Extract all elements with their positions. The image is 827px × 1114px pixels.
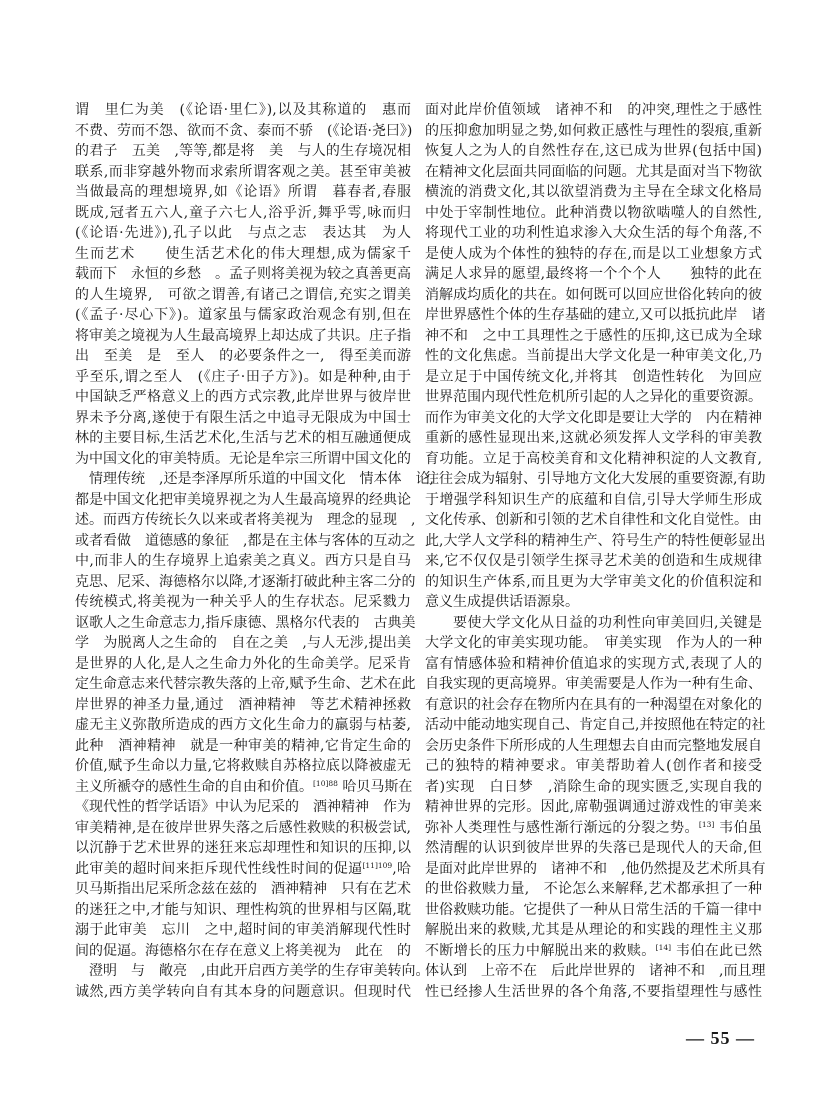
text-line: 消解成均质化的共在。如何既可以回应世俗化转向的彼 — [425, 286, 762, 303]
text-line: (《论语·先进》),孔子以此 与点之志 表达其 为人 — [75, 225, 411, 241]
text-line: 于增强学科知识生产的底蕴和自信,引导大学师生形成 — [425, 491, 762, 508]
text-line: 审美精神,是在彼岸世界失落之后感性救赎的积极尝试, — [75, 819, 411, 836]
right-text-column — [425, 100, 766, 1002]
text-line: 间的促逼。海德格尔在存在意义上将美视为 此在 的 — [75, 942, 411, 959]
text-line: 岸世界感性个体的生存基础的建立,又可以抵抗此岸 诸 — [425, 307, 766, 323]
text-line: 精神世界的完形。因此,席勒强调通过游戏性的审美来 — [425, 799, 762, 815]
text-line: 诚然,西方美学转向自有其本身的问题意识。但现时代 — [75, 983, 411, 1000]
text-line: 定生命意志来代替宗教失落的上帝,赋予生命、艺术在此 — [75, 676, 416, 692]
text-line: 面对此岸价值领域 诸神不和 的冲突,理性之于感性 — [425, 102, 762, 118]
text-line: 既成,冠者五六人,童子六七人,浴乎沂,舞乎雩,咏而归 — [75, 204, 411, 221]
text-line: 生而艺术 使生活艺术化的伟大理想,成为儒家千 — [75, 245, 411, 262]
text-line: 载而下 永恒的乡愁 。孟子则将美视为较之真善更高 — [75, 266, 411, 282]
text-line: 此,大学人文学科的精神生产、符号生产的特性便彰显出 — [425, 532, 766, 549]
citation-superscript: [13] — [698, 819, 715, 829]
text-line: 传统模式,将美视为一种关乎人的生存状态。尼采戮力 — [75, 594, 411, 610]
text-line: 解脱出来的救赎,尤其是从理论的和实践的理性主义那 — [425, 922, 762, 938]
text-line: (《孟子·尽心下》)。道家虽与儒家政治观念有别,但在 — [75, 307, 411, 323]
text-line: 活动中能动地实现自己、肯定自己,并按照他在特定的社 — [425, 717, 766, 733]
text-line: 大学文化的审美实现功能。 审美实现 作为人的一种 — [425, 635, 762, 651]
text-line: 是世界的人化,是人之生命力外化的生命美学。尼采肯 — [75, 655, 411, 672]
text-line: 然清醒的认识到彼岸世界的失落已是现代人的天命,但 — [425, 840, 762, 856]
text-line: 往往会成为辐射、引导地方文化大发展的重要资源,有助 — [425, 471, 766, 487]
text-line: 会历史条件下所形成的人生理想去自由而完整地发展自 — [425, 737, 762, 754]
text-line: 是立足于中国传统文化,并将其 创造性转化 为回应 — [425, 368, 762, 385]
text-line: 在精神文化层面共同面临的问题。尤其是面对当下物欲 — [425, 163, 762, 180]
text-line: 是使人成为个体性的独特的存在,而是以工业想象方式 — [425, 245, 762, 262]
text-line: 重新的感性显现出来,这就必须发挥人文学科的审美教 — [425, 430, 762, 446]
text-line: 自我实现的更高境界。审美需要是人作为一种有生命、 — [425, 676, 762, 692]
text-line: 乎至乐,谓之至人 (《庄子·田子方》)。如是种种,由于 — [75, 368, 411, 385]
text-line — [75, 777, 411, 798]
text-line: 文化传承、创新和引领的艺术自律性和文化自觉性。由 — [425, 512, 762, 528]
text-line: 当做最高的理想境界,如《论语》所谓 暮春者,春服 — [75, 184, 411, 200]
text-segment: 韦伯虽 — [714, 819, 763, 836]
text-line: 将现代工业的功利性追求渗入大众生活的每个角落,不 — [425, 225, 762, 241]
text-segment: 哈贝马斯在 — [337, 778, 413, 795]
text-line: 性已经掺人生活世界的各个角落,不要指望理性与感性 — [425, 983, 762, 1000]
text-line: 神不和 之中工具理性之于感性的压抑,这已成为全球 — [425, 327, 762, 344]
text-line: 的压抑愈加明显之势,如何救正感性与理性的裂痕,重新 — [425, 122, 762, 139]
text-line: 不费、劳而不怨、欲而不贪、泰而不骄 (《论语·尧曰》) — [75, 122, 413, 139]
text-line: 中,而非人的生存境界上追索美之真义。西方只是自马 — [75, 553, 411, 569]
text-line: 的迷狂之中,才能与知识、理性构筑的世界相与区隔,耽 — [75, 901, 411, 918]
text-line: 澄明 与 敞亮 ,由此开启西方美学的生存审美转向。 — [75, 963, 430, 979]
text-line: 贝马斯指出尼采所念兹在兹的 酒神精神 只有在艺术 — [75, 881, 411, 897]
text-segment: ,哈 — [392, 860, 412, 877]
text-line: 的君子 五美 ,等等,都是将 美 与人的生存境况相 — [75, 143, 411, 159]
text-line: 富有情感体验和精神价值追求的实现方式,表现了人的 — [425, 655, 762, 672]
text-segment: 弥补人类理性与感性渐行渐远的分裂之势。 — [425, 819, 699, 836]
text-line: 者)实现 白日梦 ,消除生命的现实匮乏,实现自我的 — [425, 778, 762, 795]
text-line: 来,它不仅仅是引领学生探寻艺术美的创造和生成规律 — [425, 553, 762, 569]
text-line: 溺于此审美 忘川 之中,超时间的审美消解现代性时 — [75, 922, 411, 938]
text-line — [425, 941, 762, 962]
text-line: 体认到 上帝不在 后此岸世界的 诸神不和 ,而且理 — [425, 963, 766, 979]
text-line: 恢复人之为人的自然性存在,这已成为世界(包括中国) — [425, 143, 762, 159]
text-line: 此种 酒神精神 就是一种审美的精神,它肯定生命的 — [75, 737, 411, 754]
text-segment: 此审美的超时间来拒斥现代性线性时间的促逼 — [75, 860, 363, 877]
text-line: 横流的消费文化,其以欲望消费为主导在全球文化格局 — [425, 184, 762, 200]
citation-superscript: [11]109 — [362, 860, 393, 870]
text-line: 都是中国文化把审美境界视之为人生最高境界的经典论 — [75, 491, 411, 508]
text-line: 出 至美 是 至人 的必要条件之一, 得至美而游 — [75, 348, 411, 364]
text-line — [425, 818, 762, 839]
text-line: 性的文化焦虑。当前提出大学文化是一种审美文化,乃 — [425, 348, 762, 364]
text-line: 为中国文化的审美特质。无论是牟宗三所谓中国文化的 — [75, 450, 411, 467]
text-line: 述。而西方传统长久以来或者将美视为 理念的显现 , — [75, 512, 416, 528]
text-line: 讴歌人之生命意志力,指斥康德、黑格尔代表的 古典美 — [75, 614, 416, 631]
text-line: 的知识生产体系,而且更为大学审美文化的价值积淀和 — [425, 573, 762, 590]
text-line: 克思、尼采、海德格尔以降,才逐渐打破此种主客二分的 — [75, 573, 416, 590]
text-line: 以沉静于艺术世界的迷狂来忘却理性和知识的压抑,以 — [75, 840, 411, 856]
text-line: 谓 里仁为美 (《论语·里仁》),以及其称道的 惠而 — [75, 102, 411, 118]
left-text-column — [75, 100, 434, 1002]
text-line: 的人生境界, 可欲之谓善,有诸己之谓信,充实之谓美 — [75, 286, 411, 303]
text-line: 己的独特的精神要求。审美帮助着人(创作者和接受 — [425, 758, 762, 774]
text-line: 有意识的社会存在物所内在具有的一种渴望在对象化的 — [425, 696, 762, 713]
text-line: 《现代性的哲学话语》中认为尼采的 酒神精神 作为 — [75, 799, 411, 815]
text-line: 而作为审美文化的大学文化即是要让大学的 内在精神 — [425, 409, 762, 426]
text-line: 世界范围内现代性危机所引起的人之异化的重要资源。 — [425, 389, 762, 405]
page-number: — 55 — — [686, 1028, 755, 1048]
text-segment: 韦伯在此已然 — [671, 942, 763, 959]
text-line: 世俗救赎功能。它提供了一种从日常生活的千篇一律中 — [425, 901, 762, 918]
text-line: 满足人求异的愿望,最终将一个个个人 独特的此在 — [425, 266, 762, 282]
text-line: 将审美之境视为人生最高境界上却达成了共识。庄子指 — [75, 327, 411, 344]
text-line: 学 为脱离人之生命的 自在之美 ,与人无涉,提出美 — [75, 635, 411, 651]
text-line: 育功能。立足于高校美育和文化精神积淀的人文教育, — [425, 450, 762, 467]
text-line: 的世俗救赎力量, 不论怎么来解释,艺术都承担了一种 — [425, 881, 762, 897]
text-segment: 不断增长的压力中解脱出来的救赎。 — [425, 942, 656, 959]
text-line: 意义生成提供话语源泉。 — [425, 594, 579, 610]
text-line: 中国缺乏严格意义上的西方式宗教,此岸世界与彼岸世 — [75, 389, 411, 405]
text-line: 情理传统 ,还是李泽厚所乐道的中国文化 情本体 论, — [75, 471, 434, 487]
text-line: 价值,赋予生命以力量,它将救赎自苏格拉底以降被虚无 — [75, 758, 411, 774]
text-line: 联系,而非穿越外物而求索所谓客观之美。甚至审美被 — [75, 163, 411, 180]
text-line: 岸世界的神圣力量,通过 酒神精神 等艺术精神拯救 — [75, 696, 411, 713]
citation-superscript: [14] — [655, 942, 672, 952]
text-segment: 主义所褫夺的感性生命的自由和价值。 — [75, 778, 313, 795]
text-line: 林的主要目标,生活艺术化,生活与艺术的相互融通便成 — [75, 430, 411, 446]
text-line: 虚无主义弥散所造成的西方文化生命力的羸弱与枯萎, — [75, 717, 411, 733]
text-line — [75, 859, 411, 880]
text-line: 中处于宰制性地位。此种消费以物欲啮噬人的自然性, — [425, 204, 762, 221]
text-line: 要使大学文化从日益的功利性向审美回归,关键是 — [453, 614, 762, 631]
text-line: 是面对此岸世界的 诸神不和 ,他仍然提及艺术所具有 — [425, 860, 766, 877]
text-line: 界未予分离,遂使于有限生活之中追寻无限成为中国士 — [75, 409, 411, 426]
citation-superscript: [10]88 — [313, 778, 338, 788]
text-line: 或者看做 道德感的象征 ,都是在主体与客体的互动之 — [75, 532, 416, 549]
